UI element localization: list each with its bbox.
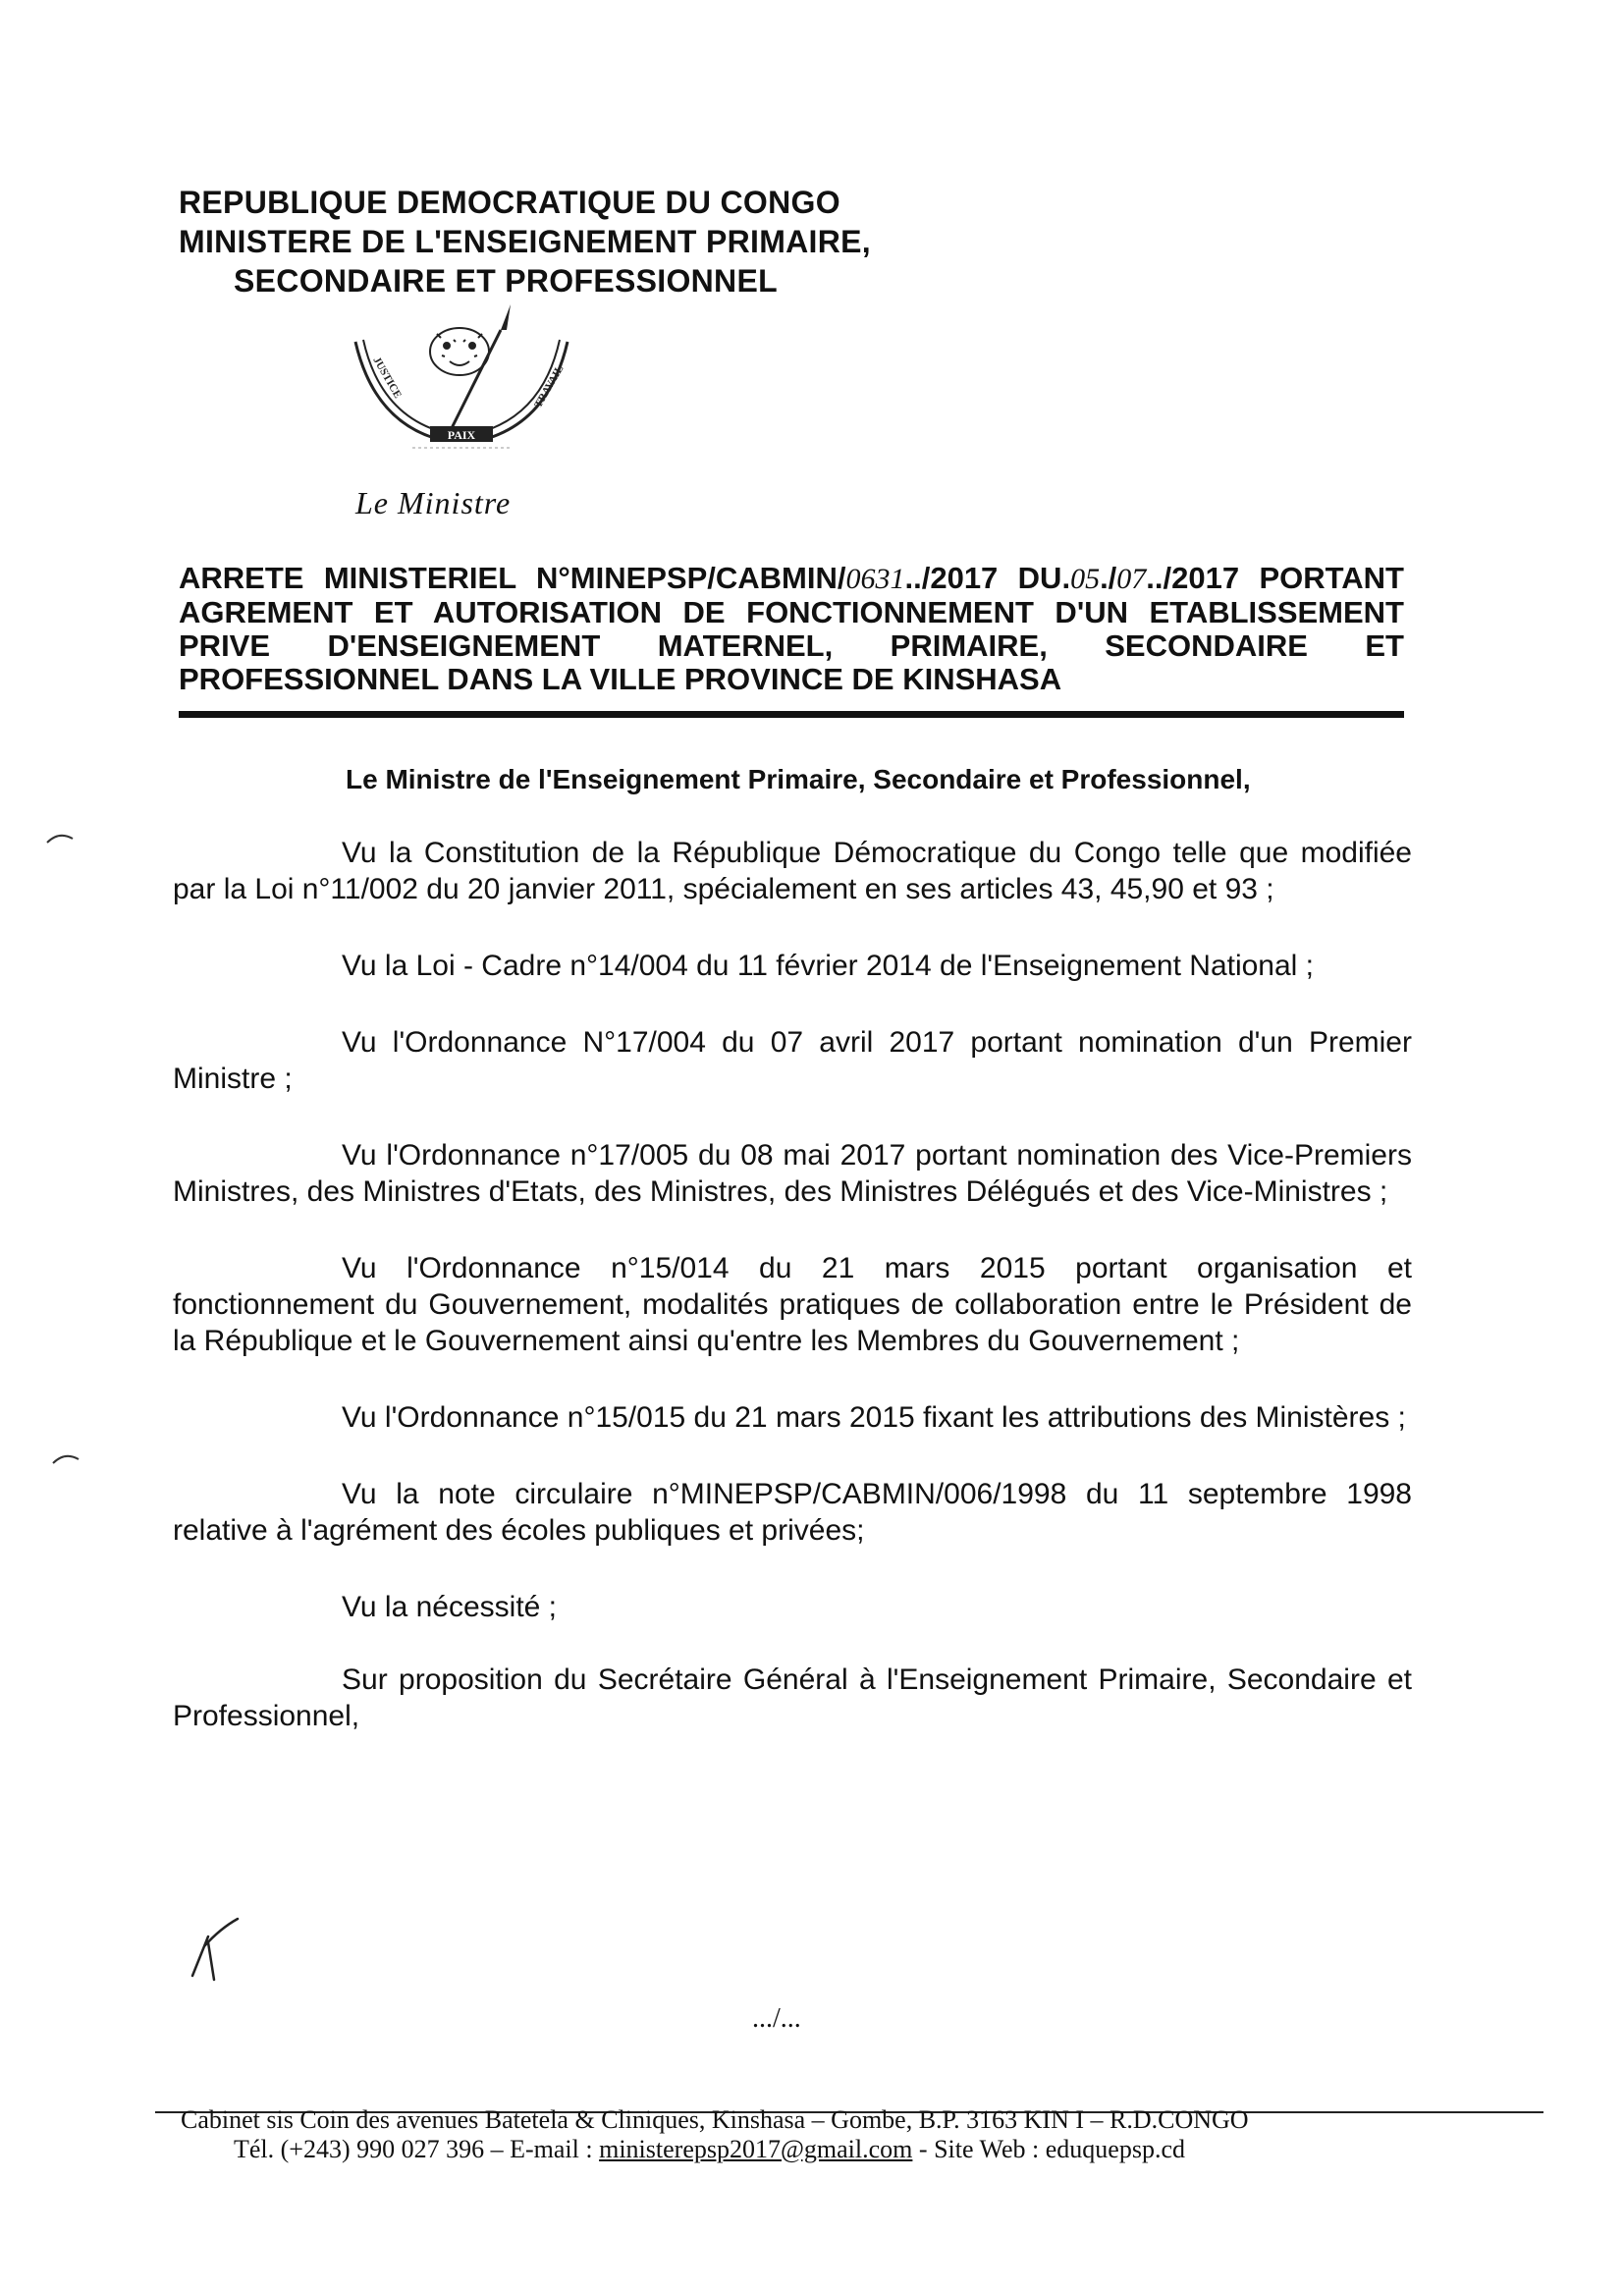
consideration-government-organisation: Vu l'Ordonnance n°15/014 du 21 mars 2015 portant organisation et fonctionnement du Gouvernement, modalités pratiques de collaboration entre le Président de la République et le Gouvernement ainsi qu'entre les Membres du Gouvernement ; <box>173 1252 1412 1357</box>
handwritten-day: 05 <box>1070 563 1101 595</box>
consideration-circular-note: Vu la note circulaire n°MINEPSP/CABMIN/006/1998 du 11 septembre 1998 relative à l'agrément des écoles publiques et privées; <box>173 1478 1412 1547</box>
handwritten-decree-number: 0631 <box>845 563 905 595</box>
letterhead-ministry-cont: SECONDAIRE ET PROFESSIONNEL <box>234 263 778 299</box>
spear-icon <box>452 304 511 428</box>
decree-title <box>179 562 1404 696</box>
signatory-title: Le Ministre <box>355 485 512 520</box>
handwritten-initial-mark <box>187 1915 245 1984</box>
motto-justice: JUSTICE <box>370 355 405 401</box>
consideration-prime-minister: Vu l'Ordonnance N°17/004 du 07 avril 2017 portant nomination d'un Premier Ministre ; <box>173 1026 1412 1095</box>
footer-website: - Site Web : eduquepsp.cd <box>912 2135 1186 2163</box>
consideration-ministry-attributions: Vu l'Ordonnance n°15/015 du 21 mars 2015 fixant les attributions des Ministères ; <box>342 1401 1406 1434</box>
decree-title-line-3: PRIVE D'ENSEIGNEMENT MATERNEL, PRIMAIRE, SECONDAIRE ET <box>179 628 1404 663</box>
decree-title-line-4: PROFESSIONNEL DANS LA VILLE PROVINCE DE KINSHASA <box>179 662 1062 696</box>
decree-title-line-1: ARRETE MINISTERIEL N°MINEPSP/CABMIN/0631../2017 DU.05./07../2017 PORTANT <box>179 561 1404 595</box>
consideration-ministers-appointment: Vu l'Ordonnance n°17/005 du 08 mai 2017 portant nomination des Vice-Premiers Ministres, des Ministres d'Etats, des Ministres, des Ministres Délégués et des Vice-Ministres ; <box>173 1139 1412 1208</box>
handwritten-month: 07 <box>1116 563 1147 595</box>
letterhead-ministry: MINISTERE DE L'ENSEIGNEMENT PRIMAIRE, <box>179 224 871 259</box>
margin-hole-mark <box>45 831 75 845</box>
continuation-mark: .../... <box>752 2003 801 2034</box>
footer-address-line: Cabinet sis Coin des avenues Batetela & Cliniques, Kinshasa – Gombe, B.P. 3163 KIN I – R.D.CONGO <box>181 2105 1249 2134</box>
footer-address <box>147 2103 1551 2164</box>
title-underline-rule <box>179 711 1404 718</box>
consideration-necessity: Vu la nécessité ; <box>342 1591 558 1623</box>
margin-hole-mark <box>51 1451 81 1465</box>
letterhead-country: REPUBLIQUE DEMOCRATIQUE DU CONGO <box>179 185 840 220</box>
coat-of-arms-emblem <box>344 300 579 458</box>
consideration-constitution: Vu la Constitution de la République Démocratique du Congo telle que modifiée par la Loi n°11/002 du 20 janvier 2011, spécialement en ses articles 43, 45,90 et 93 ; <box>173 837 1412 905</box>
footer-email-link[interactable]: ministerepsp2017@gmail.com <box>599 2135 913 2163</box>
letterhead <box>179 183 871 300</box>
minister-heading: Le Ministre de l'Enseignement Primaire, Secondaire et Professionnel, <box>346 764 1251 794</box>
motto-work: TRAVAIL <box>532 363 567 410</box>
motto-peace: PAIX <box>447 428 476 442</box>
footer-contact-line: Tél. (+243) 990 027 396 – E-mail : ministerepsp2017@gmail.com - Site Web : eduquepsp.cd <box>234 2135 1186 2163</box>
consideration-framework-law: Vu la Loi - Cadre n°14/004 du 11 février 2014 de l'Enseignement National ; <box>342 950 1315 982</box>
consideration-proposal: Sur proposition du Secrétaire Général à l'Enseignement Primaire, Secondaire et Professionnel, <box>173 1664 1412 1732</box>
considerations-body <box>173 835 1412 1774</box>
decree-title-line-2: AGREMENT ET AUTORISATION DE FONCTIONNEMENT D'UN ETABLISSEMENT <box>179 595 1404 629</box>
